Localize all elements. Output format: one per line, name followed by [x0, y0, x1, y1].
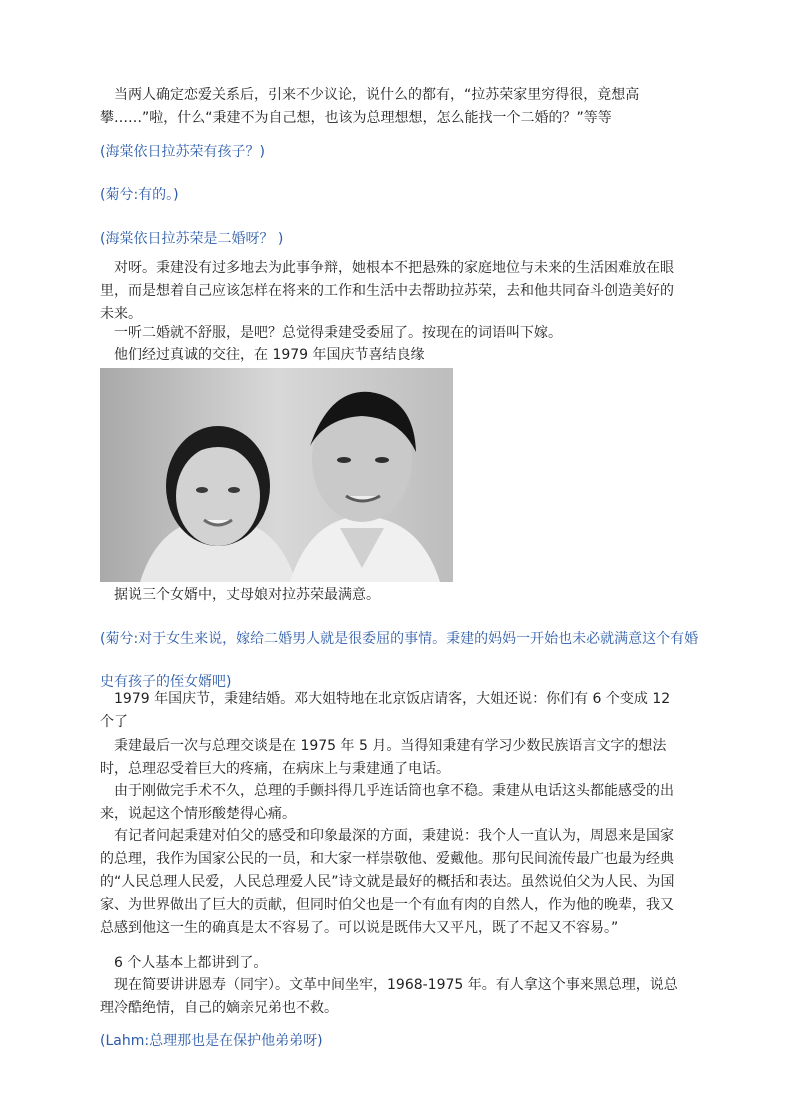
couple-photo-illustration [100, 368, 453, 582]
paragraph-national-day-wedding: 1979 年国庆节，秉建结婚。邓大姐特地在北京饭店请客，大姐还说：你们有 6 个变成 12 个了 [100, 691, 671, 730]
comment-note: (海棠依日拉苏荣有孩子？) [100, 144, 265, 160]
paragraph-son-in-law: 据说三个女婿中，丈母娘对拉苏荣最满意。 [114, 587, 380, 603]
paragraph-phone-call: 由于刚做完手术不久，总理的手颤抖得几乎连话筒也拿不稳。秉建从电话这头都能感受的出来，说起这个情形酸楚得心痛。 [100, 783, 674, 822]
comment-note: (Lahm:总理那也是在保护他弟弟呀) [100, 1033, 323, 1049]
paragraph-wedding-1979: 他们经过真诚的交往，在 1979 年国庆节喜结良缘 [114, 347, 425, 363]
paragraph-courtship-gossip: 当两人确定恋爱关系后，引来不少议论，说什么的都有，“拉苏荣家里穷得很，竟想高攀……”啦，什么“秉建不为自己想，也该为总理想想，怎么能找一个二婚的？”等等 [100, 87, 640, 126]
paragraph-last-conversation: 秉建最后一次与总理交谈是在 1975 年 5 月。当得知秉建有学习少数民族语言文字的想法时，总理忍受着巨大的疼痛，在病床上与秉建通了电话。 [100, 738, 667, 777]
comment-note: (海棠依日拉苏荣是二婚呀？ ) [100, 231, 284, 247]
comment-note: (菊兮:有的。) [100, 187, 179, 203]
paragraph-enshou: 现在简要讲讲恩寿（同宇）。文革中间坐牢，1968-1975 年。有人拿这个事来黑总理，说总理冷酷绝情，自己的嫡亲兄弟也不救。 [100, 977, 678, 1016]
paragraph-second-marriage: 一听二婚就不舒服，是吧？总觉得秉建受委屈了。按现在的词语叫下嫁。 [114, 325, 562, 341]
comment-note-long: (菊兮:对于女生来说，嫁给二婚男人就是很委屈的事情。秉建的妈妈一开始也未必就满意这个有婚史有孩子的侄女婿吧) [100, 631, 699, 690]
paragraph-no-argument: 对呀。秉建没有过多地去为此事争辩，她根本不把悬殊的家庭地位与未来的生活困难放在眼里，而是想着自己应该怎样在将来的工作和生活中去帮助拉苏荣，去和他共同奋斗创造美好的未来。 [100, 260, 674, 322]
paragraph-interview-quote: 有记者问起秉建对伯父的感受和印象最深的方面，秉建说：我个人一直认为，周恩来是国家的总理，我作为国家公民的一员，和大家一样崇敬他、爱戴他。那句民间流传最广也最为经典的“人民总理人民爱，人民总理爱人民”诗文就是最好的概括和表达。虽然说伯父为人民、为国家、为世界做出了巨大的贡献，但同时伯父也是一个有血有肉的自然人，作为他的晚辈，我又总感到他这一生的确真是太不容易了。可以说是既伟大又平凡，既了不起又不容易。” [100, 828, 675, 936]
couple-photo [100, 368, 453, 582]
paragraph-six-people: 6 个人基本上都讲到了。 [114, 955, 268, 971]
